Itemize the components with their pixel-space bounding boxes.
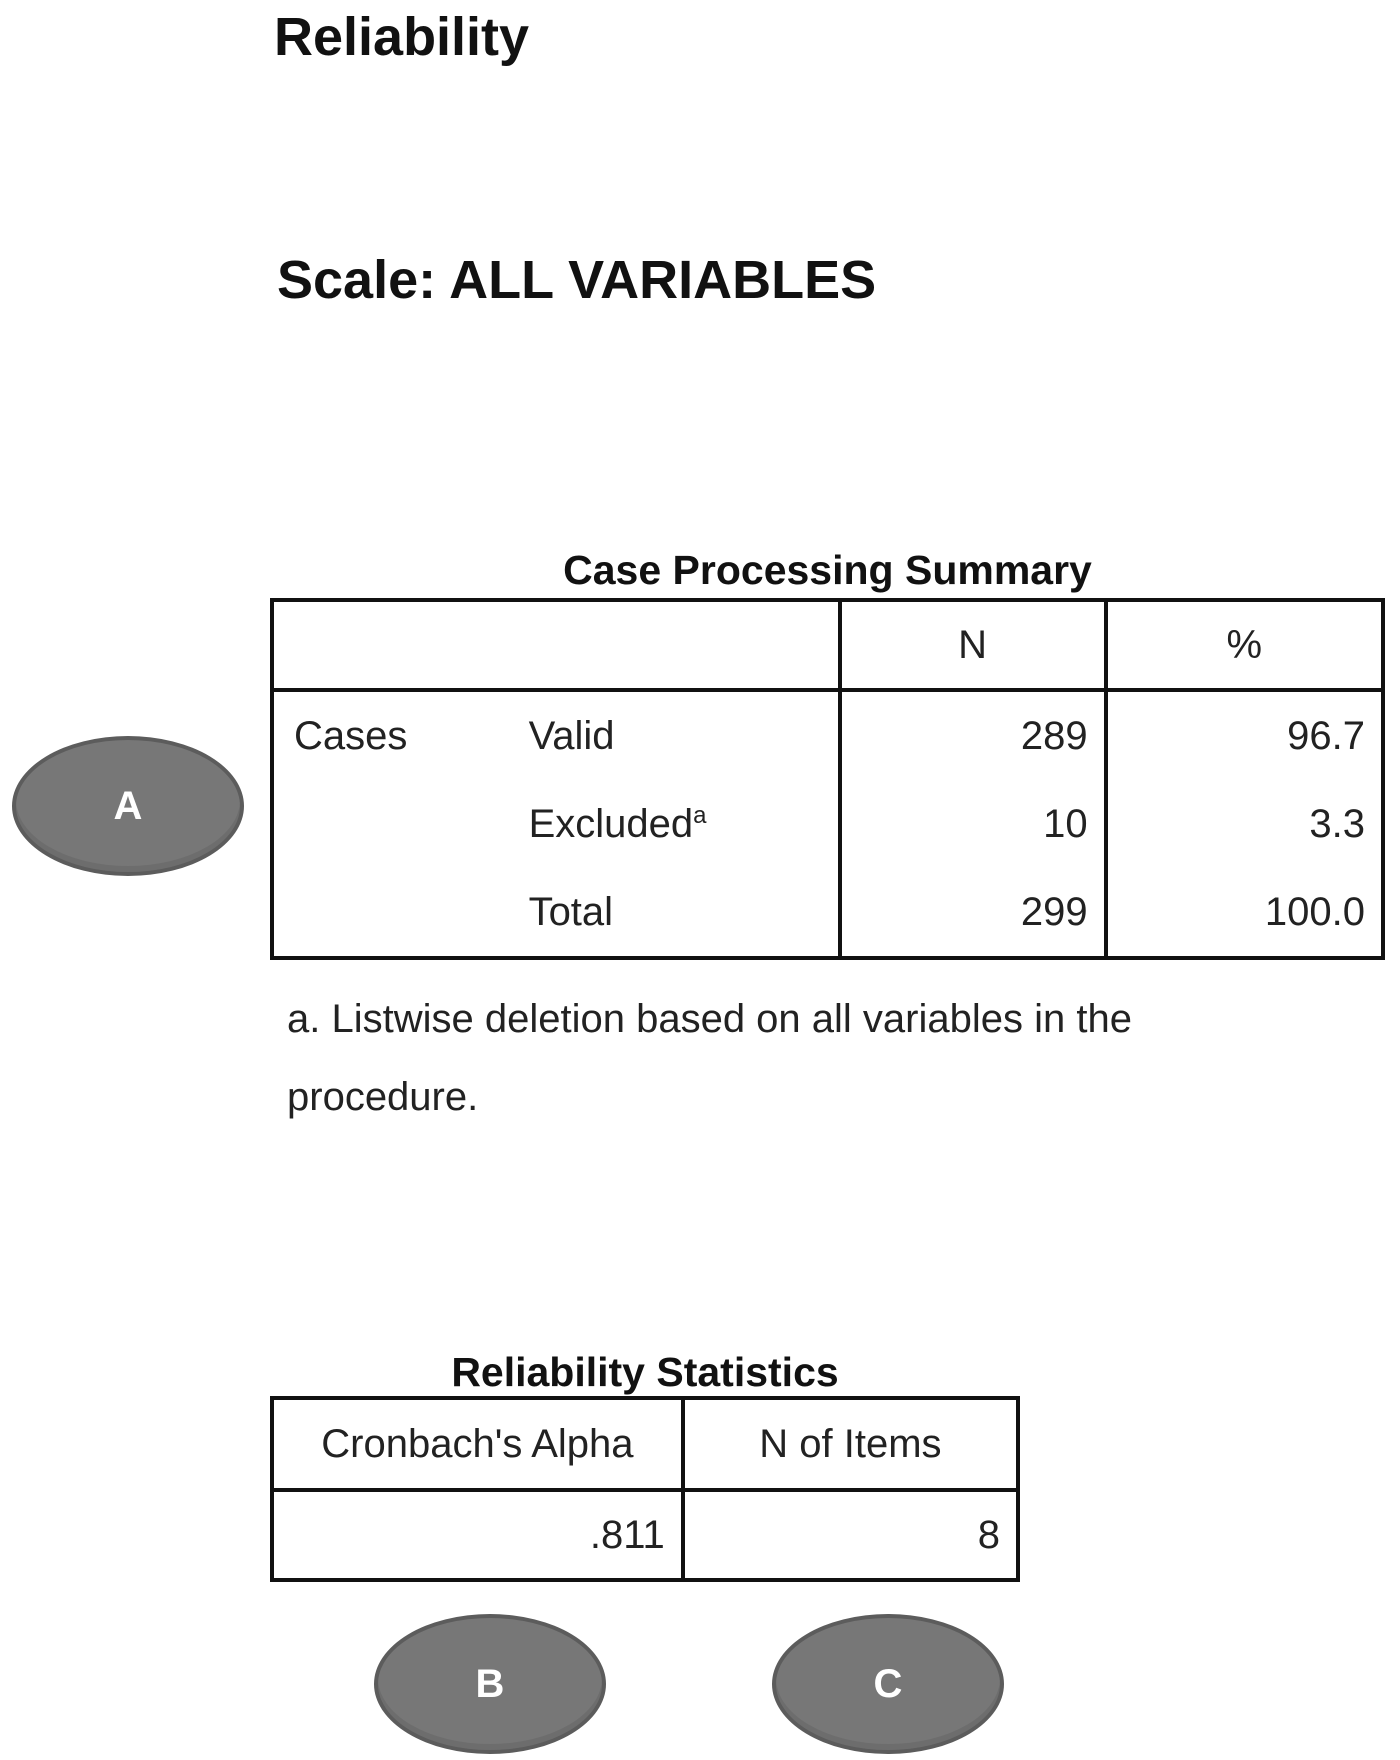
row-label-text: Excluded: [528, 801, 694, 846]
row-group-label-empty: [272, 868, 513, 958]
cell-n-of-items: 8: [683, 1490, 1018, 1580]
column-header-cronbachs-alpha: Cronbach's Alpha: [272, 1398, 683, 1490]
table-row: [272, 780, 1383, 868]
cell-n: 289: [840, 690, 1106, 780]
cell-percent: 3.3: [1106, 780, 1383, 868]
table-row: [272, 1490, 1018, 1580]
cell-cronbachs-alpha: .811: [589, 1512, 665, 1557]
column-header-n: N: [840, 600, 1106, 690]
row-label-text: Valid: [528, 713, 615, 758]
row-label: [513, 690, 840, 780]
row-label: [513, 868, 840, 958]
row-group-label-empty: [272, 780, 513, 868]
table-header-row: [272, 1398, 1018, 1490]
cell-percent: 100.0: [1106, 868, 1383, 958]
callout-badge-c: C: [772, 1614, 1004, 1754]
table-header-row: [272, 600, 1383, 690]
case-processing-summary-table: [270, 598, 1385, 960]
table-row: [272, 868, 1383, 958]
column-header-n-of-items: N of Items: [683, 1398, 1018, 1490]
table-footnote: a. Listwise deletion based on all variables in the procedure.: [287, 997, 1132, 1119]
row-label: [513, 780, 840, 868]
callout-badge-a: A: [12, 736, 244, 876]
column-header-percent: %: [1106, 600, 1383, 690]
reliability-statistics-table: [270, 1396, 1020, 1582]
case-processing-summary-title: Case Processing Summary: [563, 547, 1092, 593]
footnote-marker: a: [693, 801, 707, 829]
scale-heading: Scale: ALL VARIABLES: [277, 250, 877, 310]
row-label-text: Total: [528, 889, 614, 934]
cell-n: 299: [840, 868, 1106, 958]
header-empty-cell: [272, 600, 513, 690]
section-heading-reliability: Reliability: [274, 7, 530, 67]
reliability-statistics-title: Reliability Statistics: [451, 1349, 839, 1395]
row-group-label: Cases: [294, 713, 408, 758]
table-row: [272, 690, 1383, 780]
callout-badge-b: B: [374, 1614, 606, 1754]
header-empty-cell: [513, 600, 840, 690]
cell-percent: 96.7: [1106, 690, 1383, 780]
cell-n: 10: [840, 780, 1106, 868]
